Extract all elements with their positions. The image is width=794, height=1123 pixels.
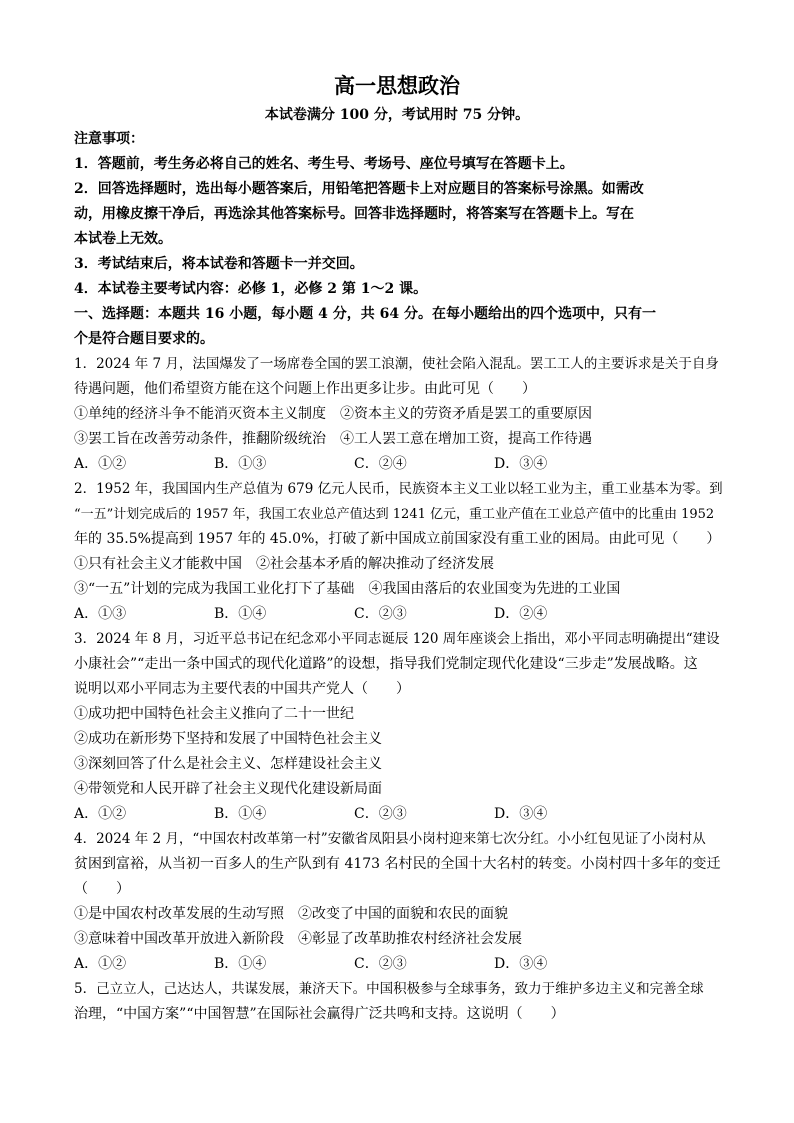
question-stem-line: 1．2024 年 7 月，法国爆发了一场席卷全国的罢工浪潮，使社会陷入混乱。罢工工人的主要诉求是关于自身 — [74, 356, 719, 372]
option-c: C．②③ — [354, 956, 407, 972]
option-c: C．②③ — [354, 606, 407, 622]
note-item: 本试卷上无效。 — [74, 231, 172, 247]
question-1 — [74, 352, 724, 477]
question-stem-line: 贫困到富裕，从当初一百多人的生产队到有 4173 名村民的全国十大名村的转变。小岗村四十多年的变迁 — [74, 856, 721, 872]
question-stem-line: 治理，“中国方案”“中国智慧”在国际社会赢得广泛共鸣和支持。这说明（ ） — [74, 1006, 565, 1022]
option-b: B．①④ — [214, 956, 267, 972]
answer-options — [74, 952, 724, 977]
option-a: A．①② — [74, 456, 127, 472]
question-stem-line: （ ） — [74, 881, 130, 897]
option-d: D．③④ — [494, 456, 548, 472]
section-heading-cont: 个是符合题目要求的。 — [74, 331, 214, 347]
option-a: A．①② — [74, 806, 127, 822]
note-item: 4．本试卷主要考试内容：必修 1，必修 2 第 1～2 课。 — [74, 281, 428, 297]
option-d: D．②④ — [494, 606, 548, 622]
statement-line: ③深刻回答了什么是社会主义、怎样建设社会主义 — [74, 756, 382, 772]
page-title: 高一思想政治 — [334, 74, 460, 98]
question-3 — [74, 627, 724, 827]
question-4 — [74, 827, 724, 977]
note-item: 3．考试结束后，将本试卷和答题卡一并交回。 — [74, 256, 364, 272]
option-a: A．①② — [74, 956, 127, 972]
question-stem-line: 4．2024 年 2 月，“中国农村改革第一村”安徽省凤阳县小岗村迎来第七次分红。小小红包见证了小岗村从 — [74, 831, 706, 847]
note-item: 1．答题前，考生务必将自己的姓名、考生号、考场号、座位号填写在答题卡上。 — [74, 156, 574, 172]
option-d: D．③④ — [494, 806, 548, 822]
option-b: B．①④ — [214, 606, 267, 622]
note-item: 动，用橡皮擦干净后，再选涂其他答案标号。回答非选择题时，将答案写在答题卡上。写在 — [74, 206, 634, 222]
question-stem-line: 2．1952 年，我国国内生产总值为 679 亿元人民币，民族资本主义工业以轻工业为主，重工业基本为零。到 — [74, 481, 723, 497]
answer-options — [74, 452, 724, 477]
question-stem-line: 小康社会”“走出一条中国式的现代化道路”的设想，指导我们党制定现代化建设“三步走”发展战略。这 — [74, 656, 698, 672]
statement-line: ①单纯的经济斗争不能消灭资本主义制度 ②资本主义的劳资矛盾是罢工的重要原因 — [74, 406, 592, 422]
option-b: B．①③ — [214, 456, 267, 472]
option-b: B．①④ — [214, 806, 267, 822]
statement-line: ④带领党和人民开辟了社会主义现代化建设新局面 — [74, 781, 382, 797]
question-2 — [74, 477, 724, 627]
question-stem-line: “一五”计划完成后的 1957 年，我国工农业总产值达到 1241 亿元，重工业产值在工业总产值中的比重由 1952 — [74, 507, 715, 522]
question-stem-line: 待遇问题，他们希望资方能在这个问题上作出更多让步。由此可见（ ） — [74, 381, 536, 397]
question-stem-line: 3．2024 年 8 月，习近平总书记在纪念邓小平同志诞辰 120 周年座谈会上指出，邓小平同志明确提出“建设 — [74, 631, 720, 647]
option-a: A．①③ — [74, 606, 127, 622]
note-item: 2．回答选择题时，选出每小题答案后，用铅笔把答题卡上对应题目的答案标号涂黑。如需改 — [74, 181, 644, 197]
question-stem-line: 说明以邓小平同志为主要代表的中国共产党人（ ） — [74, 681, 410, 697]
option-c: C．②④ — [354, 456, 407, 472]
statement-line: ①是中国农村改革发展的生动写照 ②改变了中国的面貌和农民的面貌 — [74, 906, 508, 922]
statement-line: ①成功把中国特色社会主义推向了二十一世纪 — [74, 706, 354, 722]
option-d: D．③④ — [494, 956, 548, 972]
notes-section — [74, 127, 724, 352]
questions-section — [74, 352, 724, 1027]
question-stem-line: 5．己立立人，己达达人，共谋发展，兼济天下。中国积极参与全球事务，致力于维护多边主义和完善全球 — [74, 981, 704, 997]
answer-options — [74, 602, 724, 627]
option-c: C．②③ — [354, 806, 407, 822]
statement-line: ③意味着中国改革开放进入新阶段 ④彰显了改革助推农村经济社会发展 — [74, 931, 522, 947]
section-heading: 一、选择题：本题共 16 小题，每小题 4 分，共 64 分。在每小题给出的四个选项中，只有一 — [74, 306, 656, 322]
answer-options — [74, 802, 724, 827]
notes-heading: 注意事项： — [74, 131, 144, 147]
statement-line: ③罢工旨在改善劳动条件，推翻阶级统治 ④工人罢工意在增加工资，提高工作待遇 — [74, 431, 592, 447]
question-5 — [74, 977, 724, 1027]
statement-line: ①只有社会主义才能救中国 ②社会基本矛盾的解决推动了经济发展 — [74, 556, 494, 572]
statement-line: ②成功在新形势下坚持和发展了中国特色社会主义 — [74, 731, 382, 747]
exam-duration-note: 本试卷满分 100 分，考试用时 75 分钟。 — [264, 107, 530, 123]
statement-line: ③“一五”计划的完成为我国工业化打下了基础 ④我国由落后的农业国变为先进的工业国 — [74, 581, 621, 597]
question-stem-line: 年的 35.5%提高到 1957 年的 45.0%，打破了新中国成立前国家没有重工业的困局。由此可见（ ） — [74, 531, 721, 547]
